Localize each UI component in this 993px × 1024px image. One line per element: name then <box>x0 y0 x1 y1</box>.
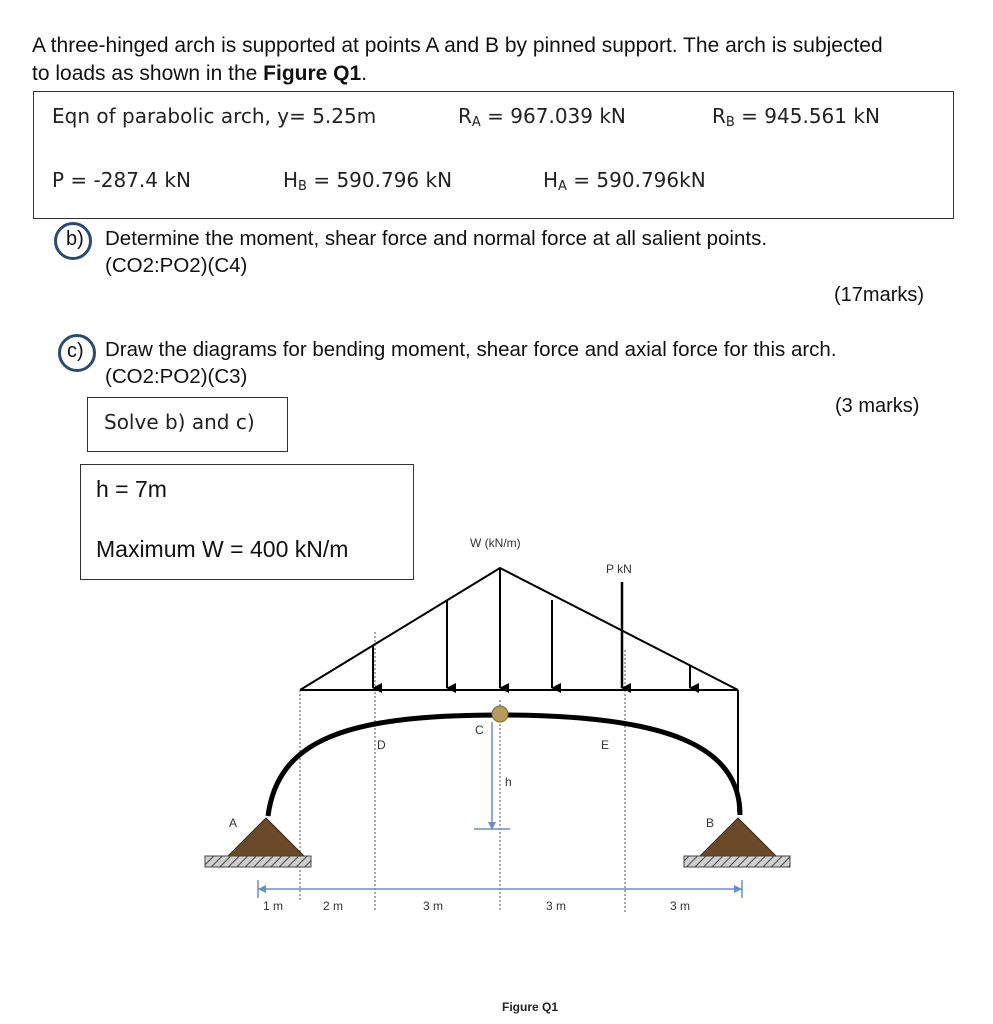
param-w: Maximum W = 400 kN/m <box>96 536 349 562</box>
intro-line-1: A three-hinged arch is supported at points A and B by pinned support. The arch is subjected <box>32 34 883 57</box>
question-b-code: (CO2:PO2)(C4) <box>105 254 248 277</box>
hb-subscript: B <box>298 179 307 194</box>
label-b: B <box>706 816 715 830</box>
load-label: W (kN/m) <box>470 536 521 550</box>
hb-symbol: H <box>283 168 299 192</box>
rb-symbol: R <box>712 104 726 128</box>
question-b-marks: (17marks) <box>834 284 925 306</box>
question-b-label: b) <box>66 228 84 250</box>
ha-symbol: H <box>543 168 559 192</box>
dim-label-1: 1 m <box>263 899 284 913</box>
question-c-marks: (3 marks) <box>835 395 920 417</box>
label-h: h <box>505 775 512 789</box>
crown-hinge <box>492 706 508 722</box>
dimension-arrow-right <box>734 885 742 893</box>
dim-label-5: 3 m <box>670 899 691 913</box>
rb-value: = 945.561 kN <box>734 104 880 128</box>
hb-value: = 590.796 kN <box>306 168 453 192</box>
arch-curve <box>268 715 740 816</box>
support-b <box>684 818 790 867</box>
solve-note-text: Solve b) and c) <box>104 410 255 434</box>
point-load-p: P = -287.4 kN <box>52 168 191 192</box>
label-c: C <box>475 723 484 737</box>
support-b-ground <box>684 856 790 867</box>
rb-subscript: B <box>725 115 735 130</box>
dim-label-2: 2 m <box>323 899 344 913</box>
support-a-triangle <box>228 818 304 856</box>
eqn-parabolic-arch: Eqn of parabolic arch, y= 5.25m <box>52 104 377 128</box>
dimension-arrow-left <box>258 885 266 893</box>
intro-line-2-text: to loads as shown in the <box>32 62 264 85</box>
intro-line-2-period: . <box>361 62 368 85</box>
figure-caption: Figure Q1 <box>502 1000 559 1014</box>
load-arrows <box>373 568 690 688</box>
guide-lines <box>300 632 625 912</box>
ra-value: = 967.039 kN <box>480 104 626 128</box>
figure-reference: Figure Q1 <box>263 62 362 85</box>
ha-value: = 590.796kN <box>566 168 706 192</box>
dim-label-3: 3 m <box>423 899 444 913</box>
dim-label-4: 3 m <box>546 899 567 913</box>
support-a <box>205 818 311 867</box>
question-c-label: c) <box>67 340 84 362</box>
question-c-text: Draw the diagrams for bending moment, shear force and axial force for this arch. <box>105 338 837 361</box>
label-d: D <box>377 738 386 752</box>
support-a-ground <box>205 856 311 867</box>
ra-subscript: A <box>471 115 481 130</box>
distributed-load-triangle <box>300 568 738 690</box>
question-b-text: Determine the moment, shear force and normal force at all salient points. <box>105 227 768 250</box>
param-h: h = 7m <box>96 476 167 502</box>
label-a: A <box>229 816 238 830</box>
point-load-label: P kN <box>606 562 632 576</box>
ra-symbol: R <box>458 104 472 128</box>
question-c-code: (CO2:PO2)(C3) <box>105 365 248 388</box>
label-e: E <box>601 738 610 752</box>
ha-subscript: A <box>558 179 567 194</box>
